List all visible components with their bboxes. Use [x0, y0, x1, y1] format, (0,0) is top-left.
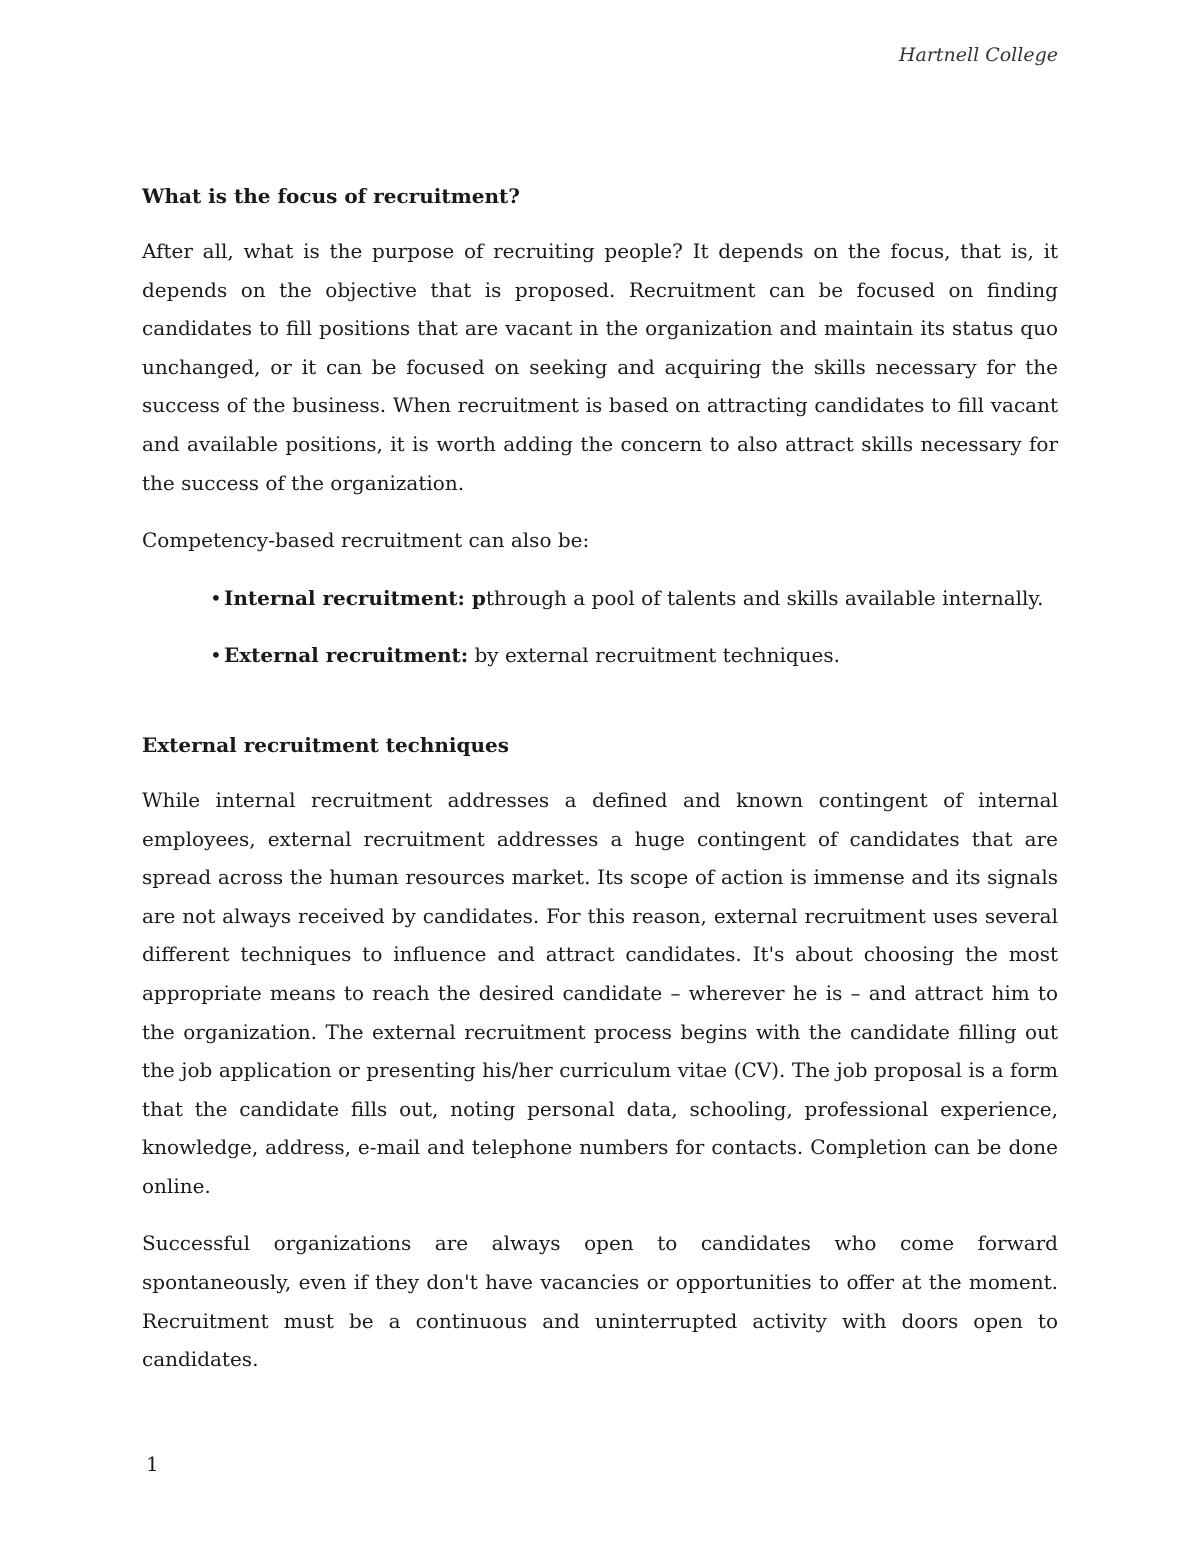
section-heading-external-techniques: External recruitment techniques [142, 732, 510, 757]
list-item-text: by external recruitment techniques. [468, 643, 840, 668]
list-item-internal [210, 579, 1058, 618]
list-item-term: Internal recruitment: p [224, 585, 486, 610]
paragraph-external-recruitment: While internal recruitment addresses a defined and known contingent of internal employees, external recruitment addresses a huge contingent of candidates that are spread across the human resources market. Its scope of action is immense and its signals are not always received by candidates. For this reason, external recruitment uses several different techniques to influence and attract candidates. It's about choosing the most appropriate means to reach the desired candidate – wherever he is – and attract him to the organization. The external recruitment process begins with the candidate filling out the job application or presenting his/her curriculum vitae (CV). The job proposal is a form that the candidate fills out, noting personal data, schooling, professional experience, knowledge, address, e-mail and telephone numbers for contacts. Completion can be done online. [142, 787, 1058, 1198]
header-institution: Hartnell College [898, 44, 1058, 66]
document-content [142, 180, 1058, 1398]
list-item-term: External recruitment: [224, 643, 469, 668]
list-item-text: through a pool of talents and skills available internally. [485, 585, 1044, 610]
recruitment-types-list [210, 579, 1058, 675]
paragraph-focus-purpose: After all, what is the purpose of recruiting people? It depends on the focus, that is, it depends on the objective that is proposed. Recruitment can be focused on finding candidates to fill positions that are vacant in the organization and maintain its status quo unchanged, or it can be focused on seeking and acquiring the skills necessary for the success of the business. When recruitment is based on attracting candidates to fill vacant and available positions, it is worth adding the concern to also attract skills necessary for the success of the organization. [142, 239, 1058, 495]
page-number: 1 [146, 1452, 159, 1476]
list-item-external [210, 636, 1058, 675]
paragraph-competency-intro: Competency-based recruitment can also be: [142, 528, 590, 553]
paragraph-successful-organizations: Successful organizations are always open to candidates who come forward spontaneously, even if they don't have vacancies or opportunities to offer at the moment. Recruitment must be a continuous and uninterrupted activity with doors open to candidates. [142, 1231, 1058, 1372]
bullet-icon: • [210, 585, 222, 610]
section-heading-focus: What is the focus of recruitment? [142, 184, 520, 208]
bullet-icon: • [210, 643, 222, 668]
